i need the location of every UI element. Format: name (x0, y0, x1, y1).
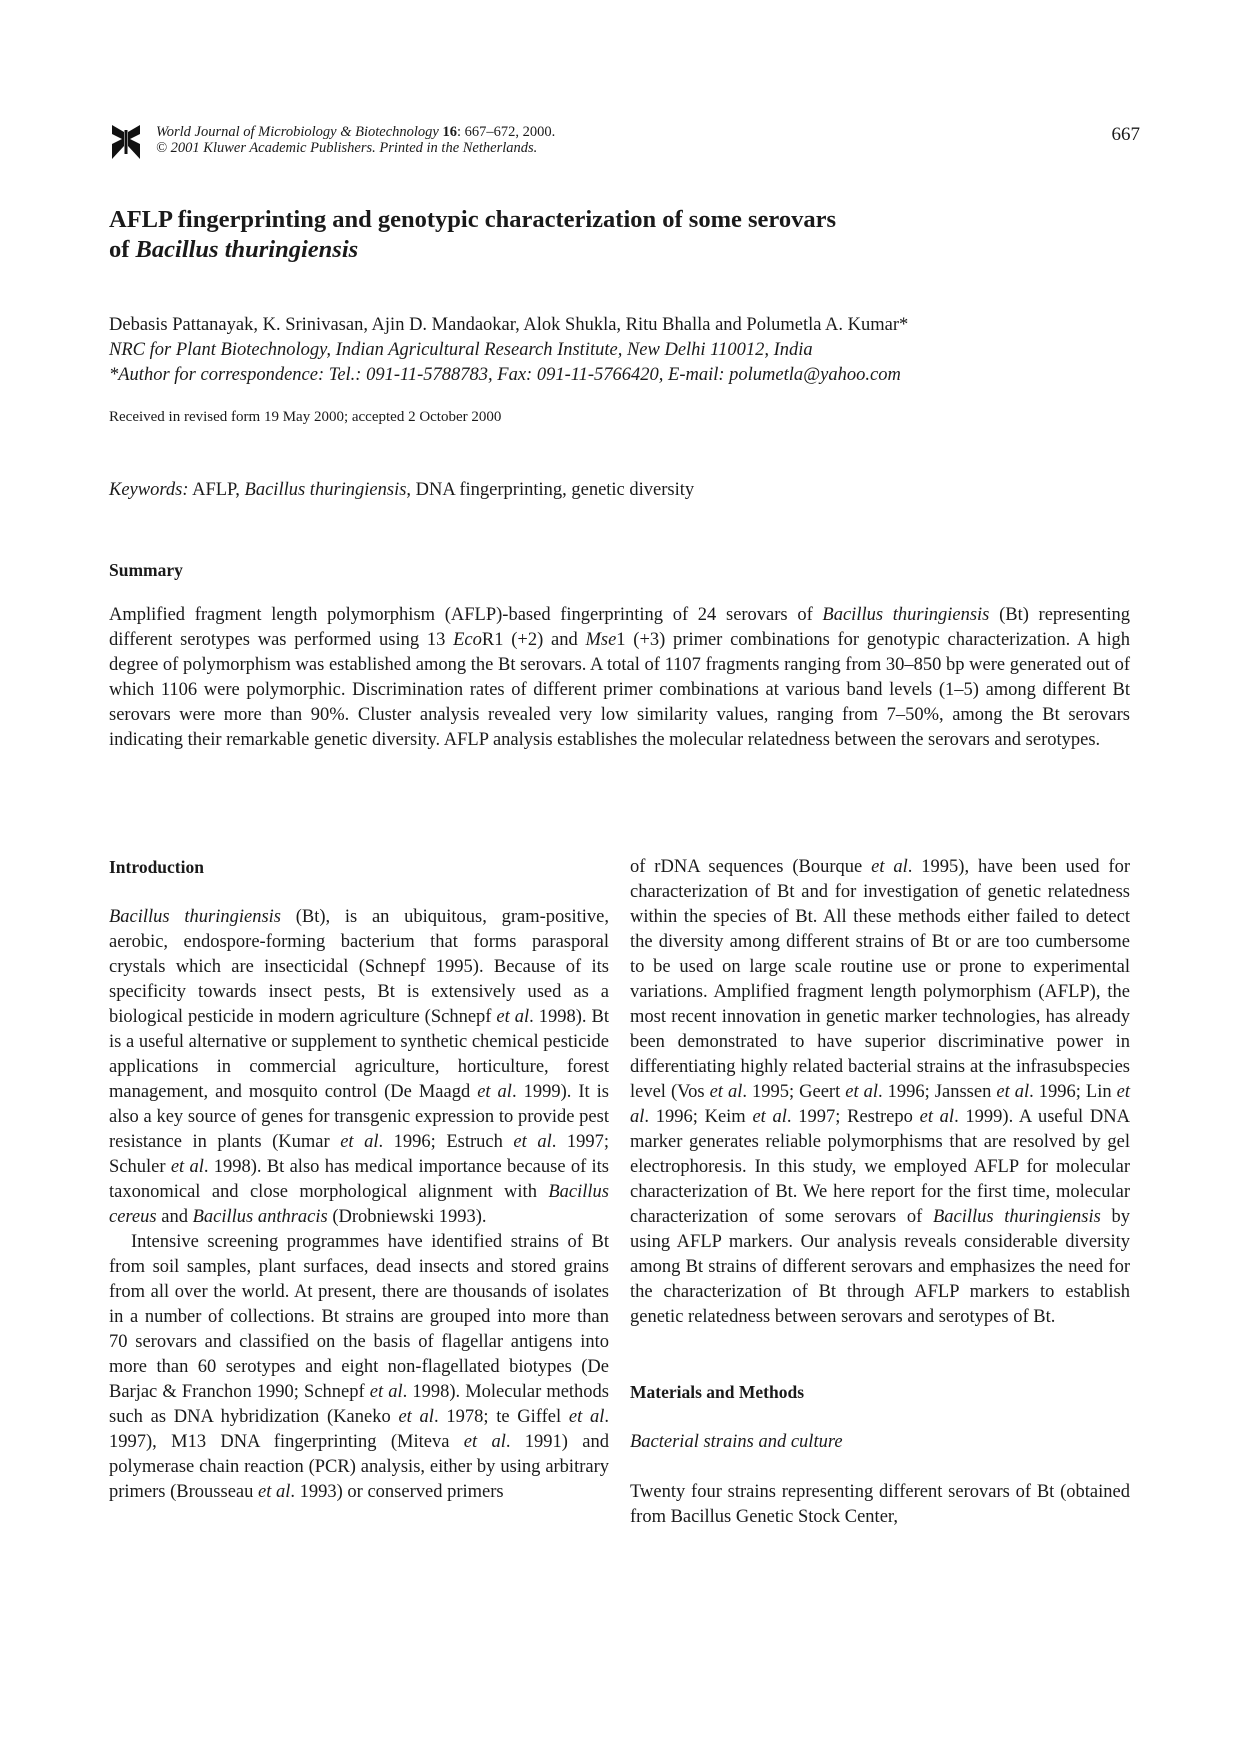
journal-volume: 16 (442, 124, 457, 140)
text: . 1995), have been used for characterization of Bt and for investigation of genetic relatedness within the species of Bt. All these methods either failed to detect the diversity among different strains of Bt or are too cumbersome to be used on large scale routine use or prone to experimental variations. Amplified fragment length polymorphism (AFLP), the most recent innovation in genetic marker technologies, has already been demonstrated to have superior discriminative power in differentiating highly related bacterial strains at the infrasubspecies level (Vos (630, 857, 1131, 1102)
bacterial-strains-subheading: Bacterial strains and culture (630, 1432, 843, 1452)
et-al: et al (568, 1407, 605, 1427)
intro-paragraph-2 (109, 1230, 609, 1505)
text: by using AFLP markers. Our analysis reveals considerable diversity among Bt strains of different serovars and emphasizes the need for the characterization of Bt through AFLP markers to establish genetic relatedness between serovars and serotypes of Bt. (630, 1207, 1131, 1327)
text: . 1978; te Giffel (433, 1407, 569, 1427)
title-line-2 (109, 235, 1109, 265)
journal-name: World Journal of Microbiology & Biotechnology (156, 124, 439, 140)
publisher-logo-icon (110, 122, 142, 162)
summary-part: (Bt) representing different serotypes was performed using 13 (109, 605, 1130, 650)
text: . 1998). Bt also has medical importance because of its taxonomical and close morphological alignment with (109, 1157, 609, 1202)
et-al: et al (630, 1082, 1130, 1127)
et-al: et al (513, 1132, 552, 1152)
article-title (109, 205, 1109, 265)
summary-part: 1 (+3) primer combinations for genotypic characterization. A high degree of polymorphism was established among the Bt serovars. A total of 1107 fragments ranging from 30–850 bp were generated out of which 1106 were polymorphic. Discrimination rates of different primer combinations at various band levels (1–5) among different Bt serovars were more than 90%. Cluster analysis revealed very low similarity values, ranging from 7–50%, among the Bt serovars indicating their remarkable genetic diversity. AFLP analysis establishes the molecular relatedness between the serovars and serotypes. (109, 630, 1130, 750)
species-name: Bacillus thuringiensis (932, 1207, 1101, 1227)
author-list: Debasis Pattanayak, K. Srinivasan, Ajin D. Mandaokar, Alok Shukla, Ritu Bhalla and Polumetla A. Kumar* (109, 315, 909, 335)
et-al: et al (496, 1007, 530, 1027)
text: . 1993) or conserved primers (290, 1482, 504, 1502)
species-name: Bacillus anthracis (192, 1207, 328, 1227)
keywords (109, 478, 1139, 503)
journal-pages-year: : 667–672, 2000. (456, 124, 556, 140)
text: . 1996; Estruch (378, 1132, 514, 1152)
species-name: Bacillus cereus (109, 1182, 609, 1227)
keyword-rest: , DNA fingerprinting, genetic diversity (406, 480, 695, 500)
text: . 1998). Molecular methods such as DNA hybridization (Kaneko (109, 1382, 610, 1427)
keyword-species: Bacillus thuringiensis (244, 480, 407, 500)
et-al: et al (477, 1082, 512, 1102)
text: . 1997), M13 DNA fingerprinting (Miteva (109, 1407, 610, 1452)
page-number: 667 (1111, 124, 1140, 145)
et-al: et al (996, 1082, 1030, 1102)
journal-citation (156, 124, 555, 156)
text: Intensive screening programmes have identified strains of Bt from soil samples, plant surfaces, dead insects and stored grains from all over the world. At present, there are thousands of isolates in a number of collections. Bt strains are grouped into more than 70 serovars and classified on the basis of flagellar antigens into more than 60 serotypes and eight non-flagellated biotypes (De Barjac & Franchon 1990; Schnepf (109, 1232, 609, 1402)
masthead (110, 118, 1140, 168)
affiliation: NRC for Plant Biotechnology, Indian Agricultural Research Institute, New Delhi 110012, India (109, 340, 813, 360)
summary-text (109, 603, 1130, 753)
summary-part: R1 (+2) and (481, 630, 586, 650)
et-al: et al (871, 857, 908, 877)
species-name: Bacillus thuringiensis (109, 907, 281, 927)
materials-methods-heading: Materials and Methods (630, 1382, 805, 1402)
et-al: et al (258, 1482, 291, 1502)
keywords-label: Keywords: (109, 480, 189, 500)
text: . 1999). A useful DNA marker generates reliable polymorphisms that are resolved by gel electrophoresis. In this study, we employed AFLP for molecular characterization of Bt. We here report for the first time, molecular characterization of some serovars of (630, 1107, 1130, 1227)
text: (Drobniewski 1993). (327, 1207, 487, 1227)
intro-paragraph-2-continued (630, 855, 1130, 1330)
received-dates: Received in revised form 19 May 2000; accepted 2 October 2000 (109, 409, 502, 425)
text: . 1991) and polymerase chain reaction (PCR) analysis, either by using arbitrary primers (Brousseau (109, 1432, 609, 1502)
keyword-aflp: AFLP, (192, 480, 240, 500)
spacer (630, 1330, 1130, 1380)
methods-paragraph-1: Twenty four strains representing different serovars of Bt (obtained from Bacillus Genetic Stock Center, (630, 1482, 1130, 1527)
title-species: Bacillus thuringiensis (135, 236, 359, 263)
text: . 1997; Restrepo (786, 1107, 920, 1127)
left-column (109, 855, 609, 1505)
text: of rDNA sequences (Bourque (630, 857, 872, 877)
text: . 1998). Bt is a useful alternative or supplement to synthetic chemical pesticide applications in commercial agriculture, horticulture, forest management, and mosquito control (De Maagd (109, 1007, 610, 1102)
right-column (630, 855, 1130, 1530)
et-al: et al (845, 1082, 879, 1102)
copyright-line: © 2001 Kluwer Academic Publishers. Printed in the Netherlands. (156, 140, 538, 156)
title-prefix: of (109, 236, 136, 263)
text: . 1996; Janssen (878, 1082, 997, 1102)
summary-heading: Summary (109, 560, 183, 580)
et-al: et al (398, 1407, 434, 1427)
text: . 1996; Lin (1029, 1082, 1117, 1102)
summary-species: Bacillus thuringiensis (822, 605, 990, 625)
summary-part: Amplified fragment length polymorphism (AFLP)-based fingerprinting of 24 serovars of (109, 605, 823, 625)
text: . 1995; Geert (742, 1082, 846, 1102)
summary-mse: Mse (585, 630, 617, 650)
summary-eco: Eco (453, 630, 482, 650)
text: . 1996; Keim (644, 1107, 753, 1127)
intro-paragraph-1 (109, 905, 609, 1230)
et-al: et al (170, 1157, 204, 1177)
introduction-heading: Introduction (109, 857, 204, 877)
et-al: et al (340, 1132, 379, 1152)
correspondence: *Author for correspondence: Tel.: 091-11-5788783, Fax: 091-11-5766420, E-mail: polumetla@yahoo.com (109, 365, 901, 385)
et-al: et al (709, 1082, 743, 1102)
et-al: et al (919, 1107, 955, 1127)
et-al: et al (752, 1107, 787, 1127)
text: . 1999). It is also a key source of genes for transgenic expression to provide pest resistance in plants (Kumar (109, 1082, 609, 1152)
title-line-1: AFLP fingerprinting and genotypic characterization of some serovars (109, 206, 836, 233)
text: . 1997; Schuler (109, 1132, 610, 1177)
text: and (156, 1207, 193, 1227)
text: (Bt), is an ubiquitous, gram-positive, aerobic, endospore-forming bacterium that forms parasporal crystals which are insecticidal (Schnepf 1995). Because of its specificity towards insect pests, Bt is extensively used as a biological pesticide in modern agriculture (Schnepf (109, 907, 609, 1027)
et-al: et al (369, 1382, 403, 1402)
et-al: et al (463, 1432, 506, 1452)
